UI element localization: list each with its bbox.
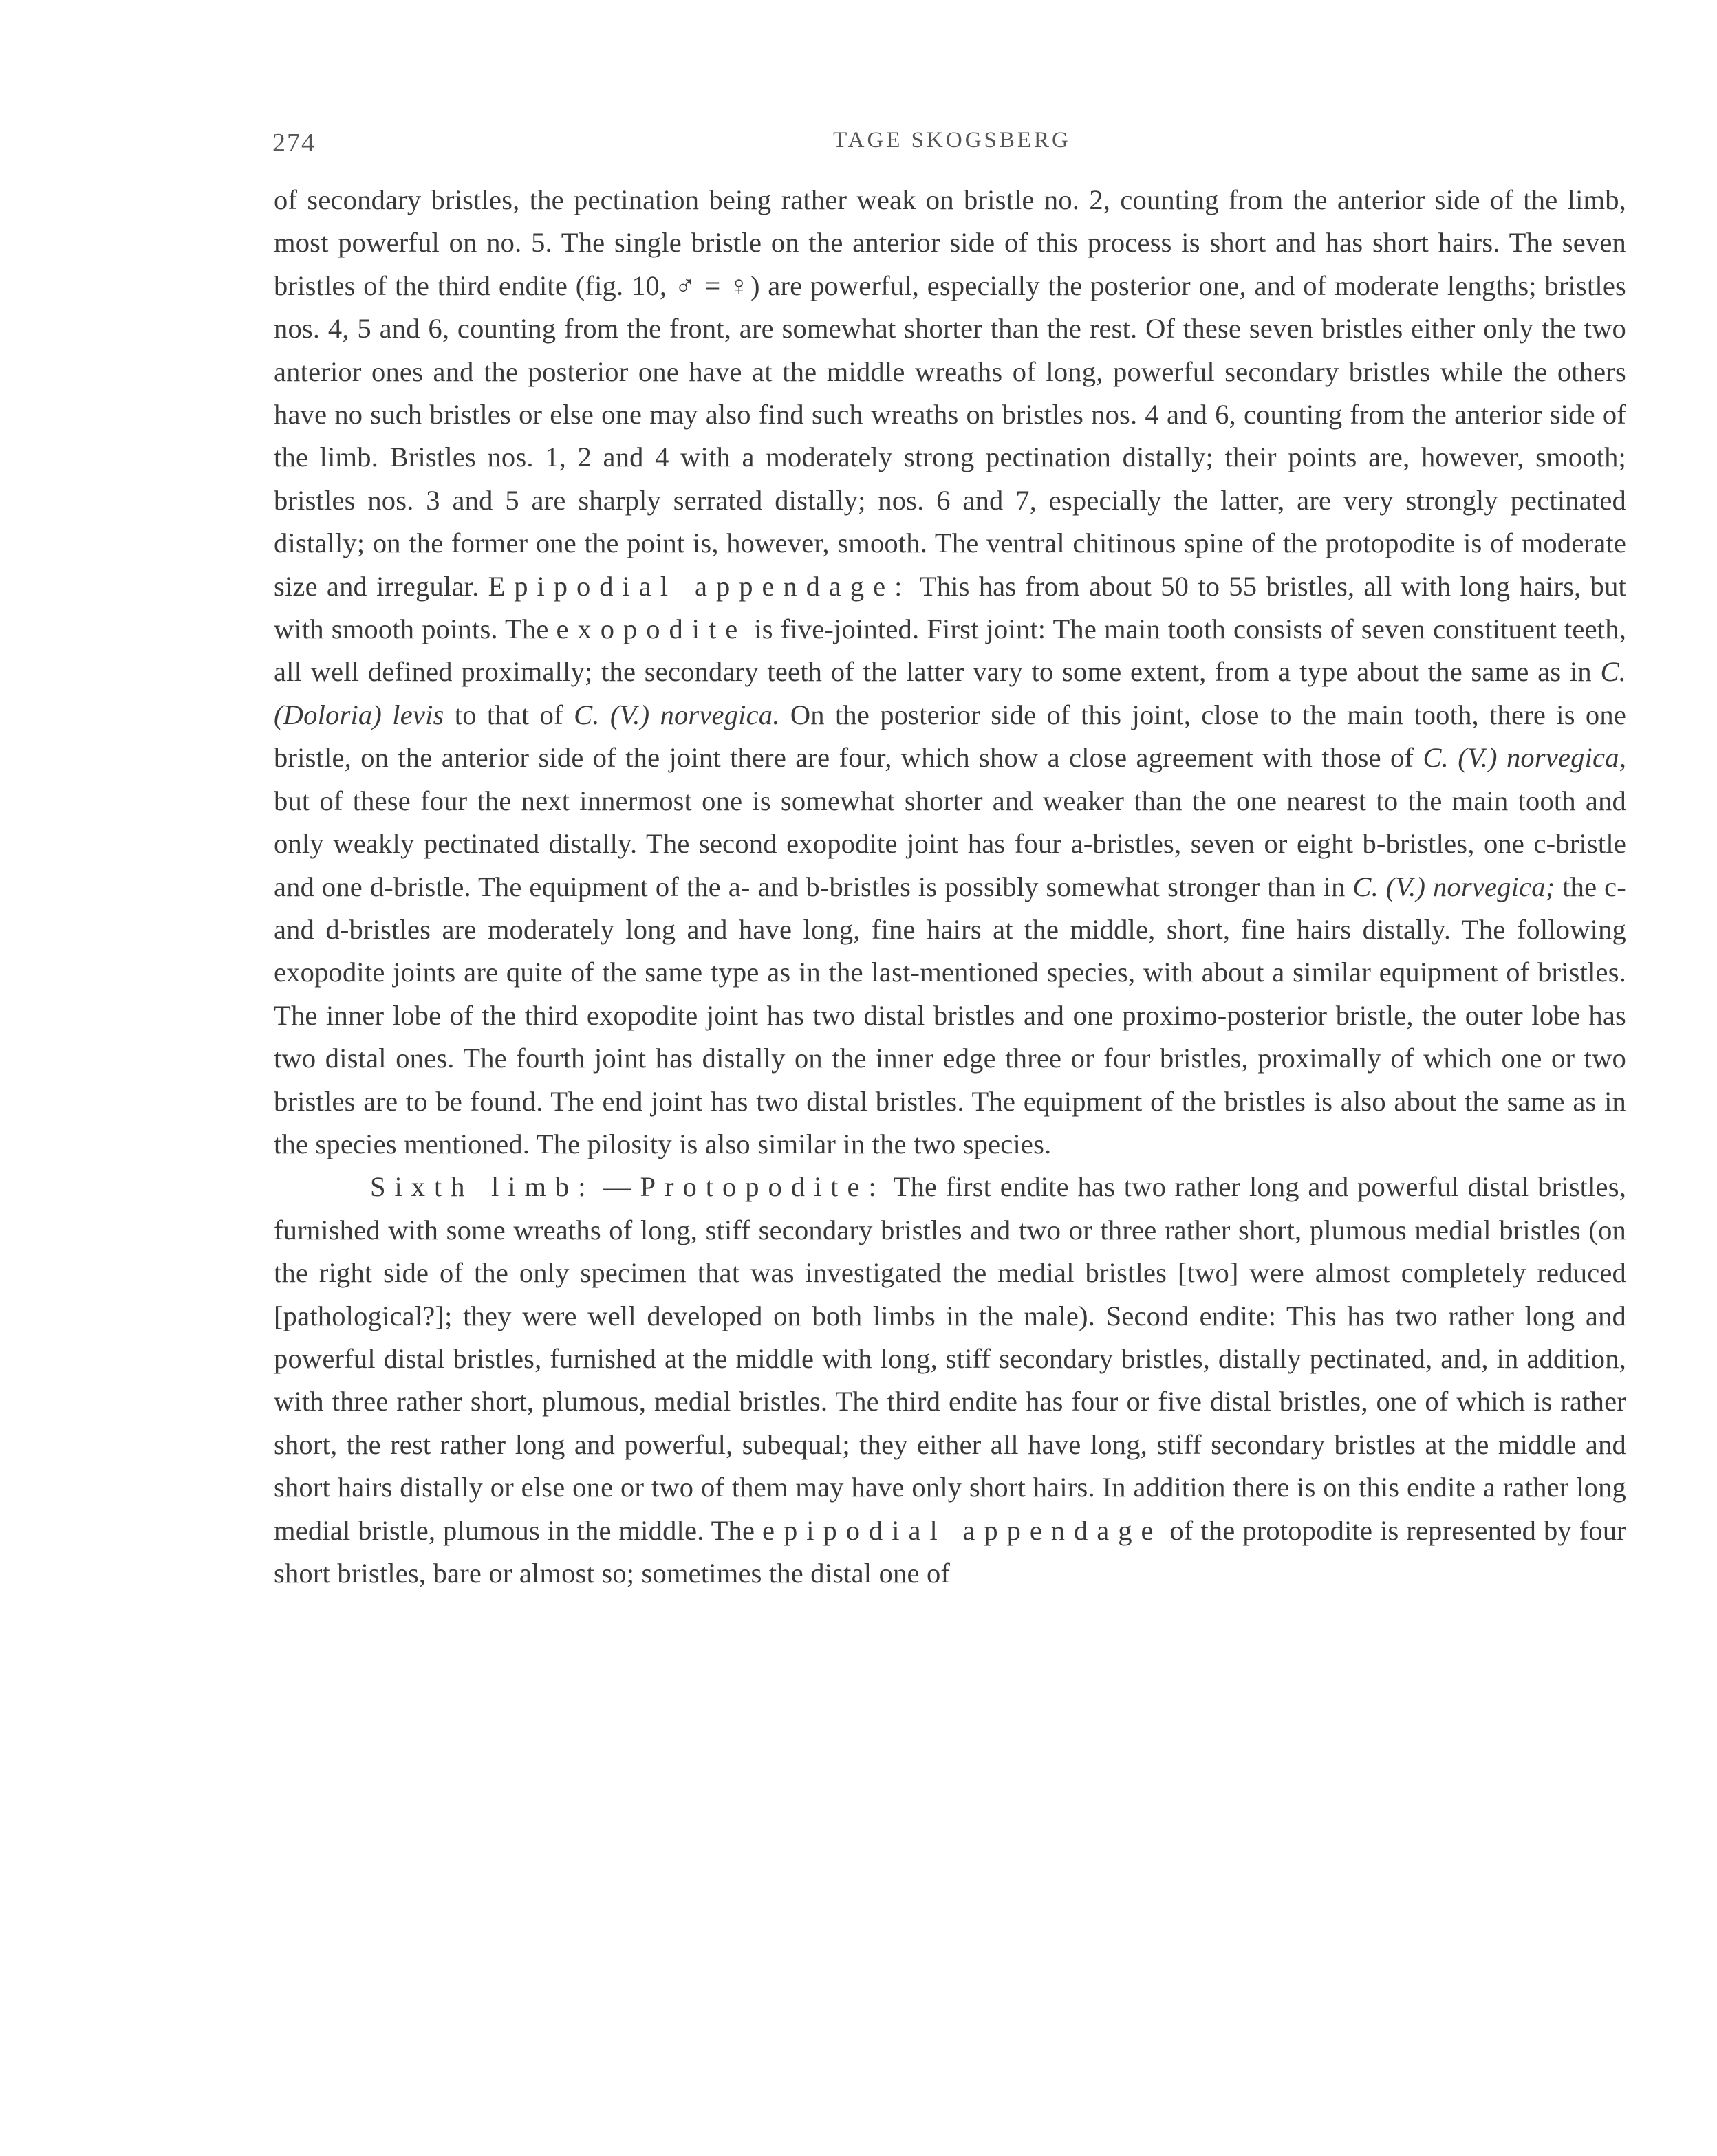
species-name: C. (V.) norvegica;: [1352, 871, 1555, 902]
text-run: On the posterior side of this joint, close to the main tooth, there is one bristle, on the anterior side of the joint there are four, which show a close agreement with those of: [274, 699, 1627, 774]
text-run: The first endite has two rather long and powerful distal bristles, furnished with some wreaths of long, stiff secondary bristles and two or three rather short, plumous medial bristles (on the right side of the only specimen that was investigated the medial bristles [two] were almost completely reduced [pathological?]; they were well developed on both limbs in the male). Second endite: This has two rather long and powerful distal bristles, furnished at the middle with long, stiff secondary bristles, distally pectinated, and, in addition, with three rather short, plumous, medial bristles. The third endite has four or five distal bristles, one of which is rather short, the rest rather long and powerful, subequal; they either all have long, stiff secondary bristles at the middle and short hairs distally or else one or two of them may have only short hairs. In addition there is on this endite a rather long medial bristle, plumous in the middle. The: [274, 1171, 1627, 1546]
term-protopodite: Protopodite:: [640, 1171, 885, 1203]
em-dash: —: [603, 1171, 631, 1203]
species-name: C. (Doloria) levis: [274, 656, 1626, 730]
term-exopodite: exopodite: [556, 613, 747, 645]
species-name: C. (V.) norvegica.: [574, 699, 780, 730]
running-title: TAGE SKOGSBERG: [833, 128, 1071, 153]
paragraph-fifth-limb-continued: [274, 179, 1626, 1166]
body-text: [274, 179, 1626, 1595]
term-epipodial-appendage: Epipodial appendage:: [488, 570, 911, 602]
term-sixth-limb: Sixth limb:: [370, 1171, 595, 1203]
text-run: This has from about 50 to 55 bristles, all with long hairs, but with smooth points. The: [274, 570, 1626, 645]
text-run: the c- and d-bristles are moderately long and have long, fine hairs at the middle, short, fine hairs distally. The following exopodite joints are quite of the same type as in the last-mentioned species, with about a similar equipment of bristles. The inner lobe of the third exopodite joint has two distal bristles and one proximo-posterior bristle, the outer lobe has two distal ones. The fourth joint has distally on the inner edge three or four bristles, proximally of which one or two bristles are to be found. The end joint has two distal bristles. The equipment of the bristles is also about the same as in the species mentioned. The pilosity is also similar in the two species.: [274, 871, 1626, 1159]
text-run: but of these four the next innermost one is somewhat shorter and weaker than the one nearest to the main tooth and only weakly pectinated distally. The second exopodite joint has four a-bristles, seven or eight b-bristles, one c-bristle and one d-bristle. The equipment of the a- and b-bristles is possibly somewhat stronger than in: [274, 785, 1626, 902]
species-name: C. (V.) norvegica,: [1423, 742, 1627, 774]
text-run: of the protopodite is represented by four short bristles, bare or almost so; sometimes the distal one of: [274, 1514, 1626, 1589]
paragraph-sixth-limb: [274, 1166, 1626, 1595]
page-number: 274: [272, 129, 316, 157]
term-epipodial-appendage: epipodial appendage: [762, 1514, 1163, 1546]
text-run: to that of: [454, 699, 563, 730]
text-run: of secondary bristles, the pectination being rather weak on bristle no. 2, counting from the anterior side of the limb, most powerful on no. 5. The single bristle on the anterior side of this process is short and has short hairs. The seven bristles of the third endite (fig. 10, ♂ = ♀) are powerful, especially the posterior one, and of moderate lengths; bristles nos. 4, 5 and 6, counting from the front, are somewhat shorter than the rest. Of these seven bristles either only the two anterior ones and the posterior one have at the middle wreaths of long, powerful secondary bristles while the others have no such bristles or else one may also find such wreaths on bristles nos. 4 and 6, counting from the anterior side of the limb. Bristles nos. 1, 2 and 4 with a moderately strong pectination distally; their points are, however, smooth; bristles nos. 3 and 5 are sharply serrated distally; nos. 6 and 7, especially the latter, are very strongly pectinated distally; on the former one the point is, however, smooth. The ventral chitinous spine of the protopodite is of moderate size and irregular.: [274, 184, 1626, 602]
running-head: [272, 128, 1632, 169]
text-run: is five-jointed. First joint: The main tooth consists of seven constituent teeth, all well defined proximally; the secondary teeth of the latter vary to some extent, from a type about the same as in: [274, 613, 1627, 688]
